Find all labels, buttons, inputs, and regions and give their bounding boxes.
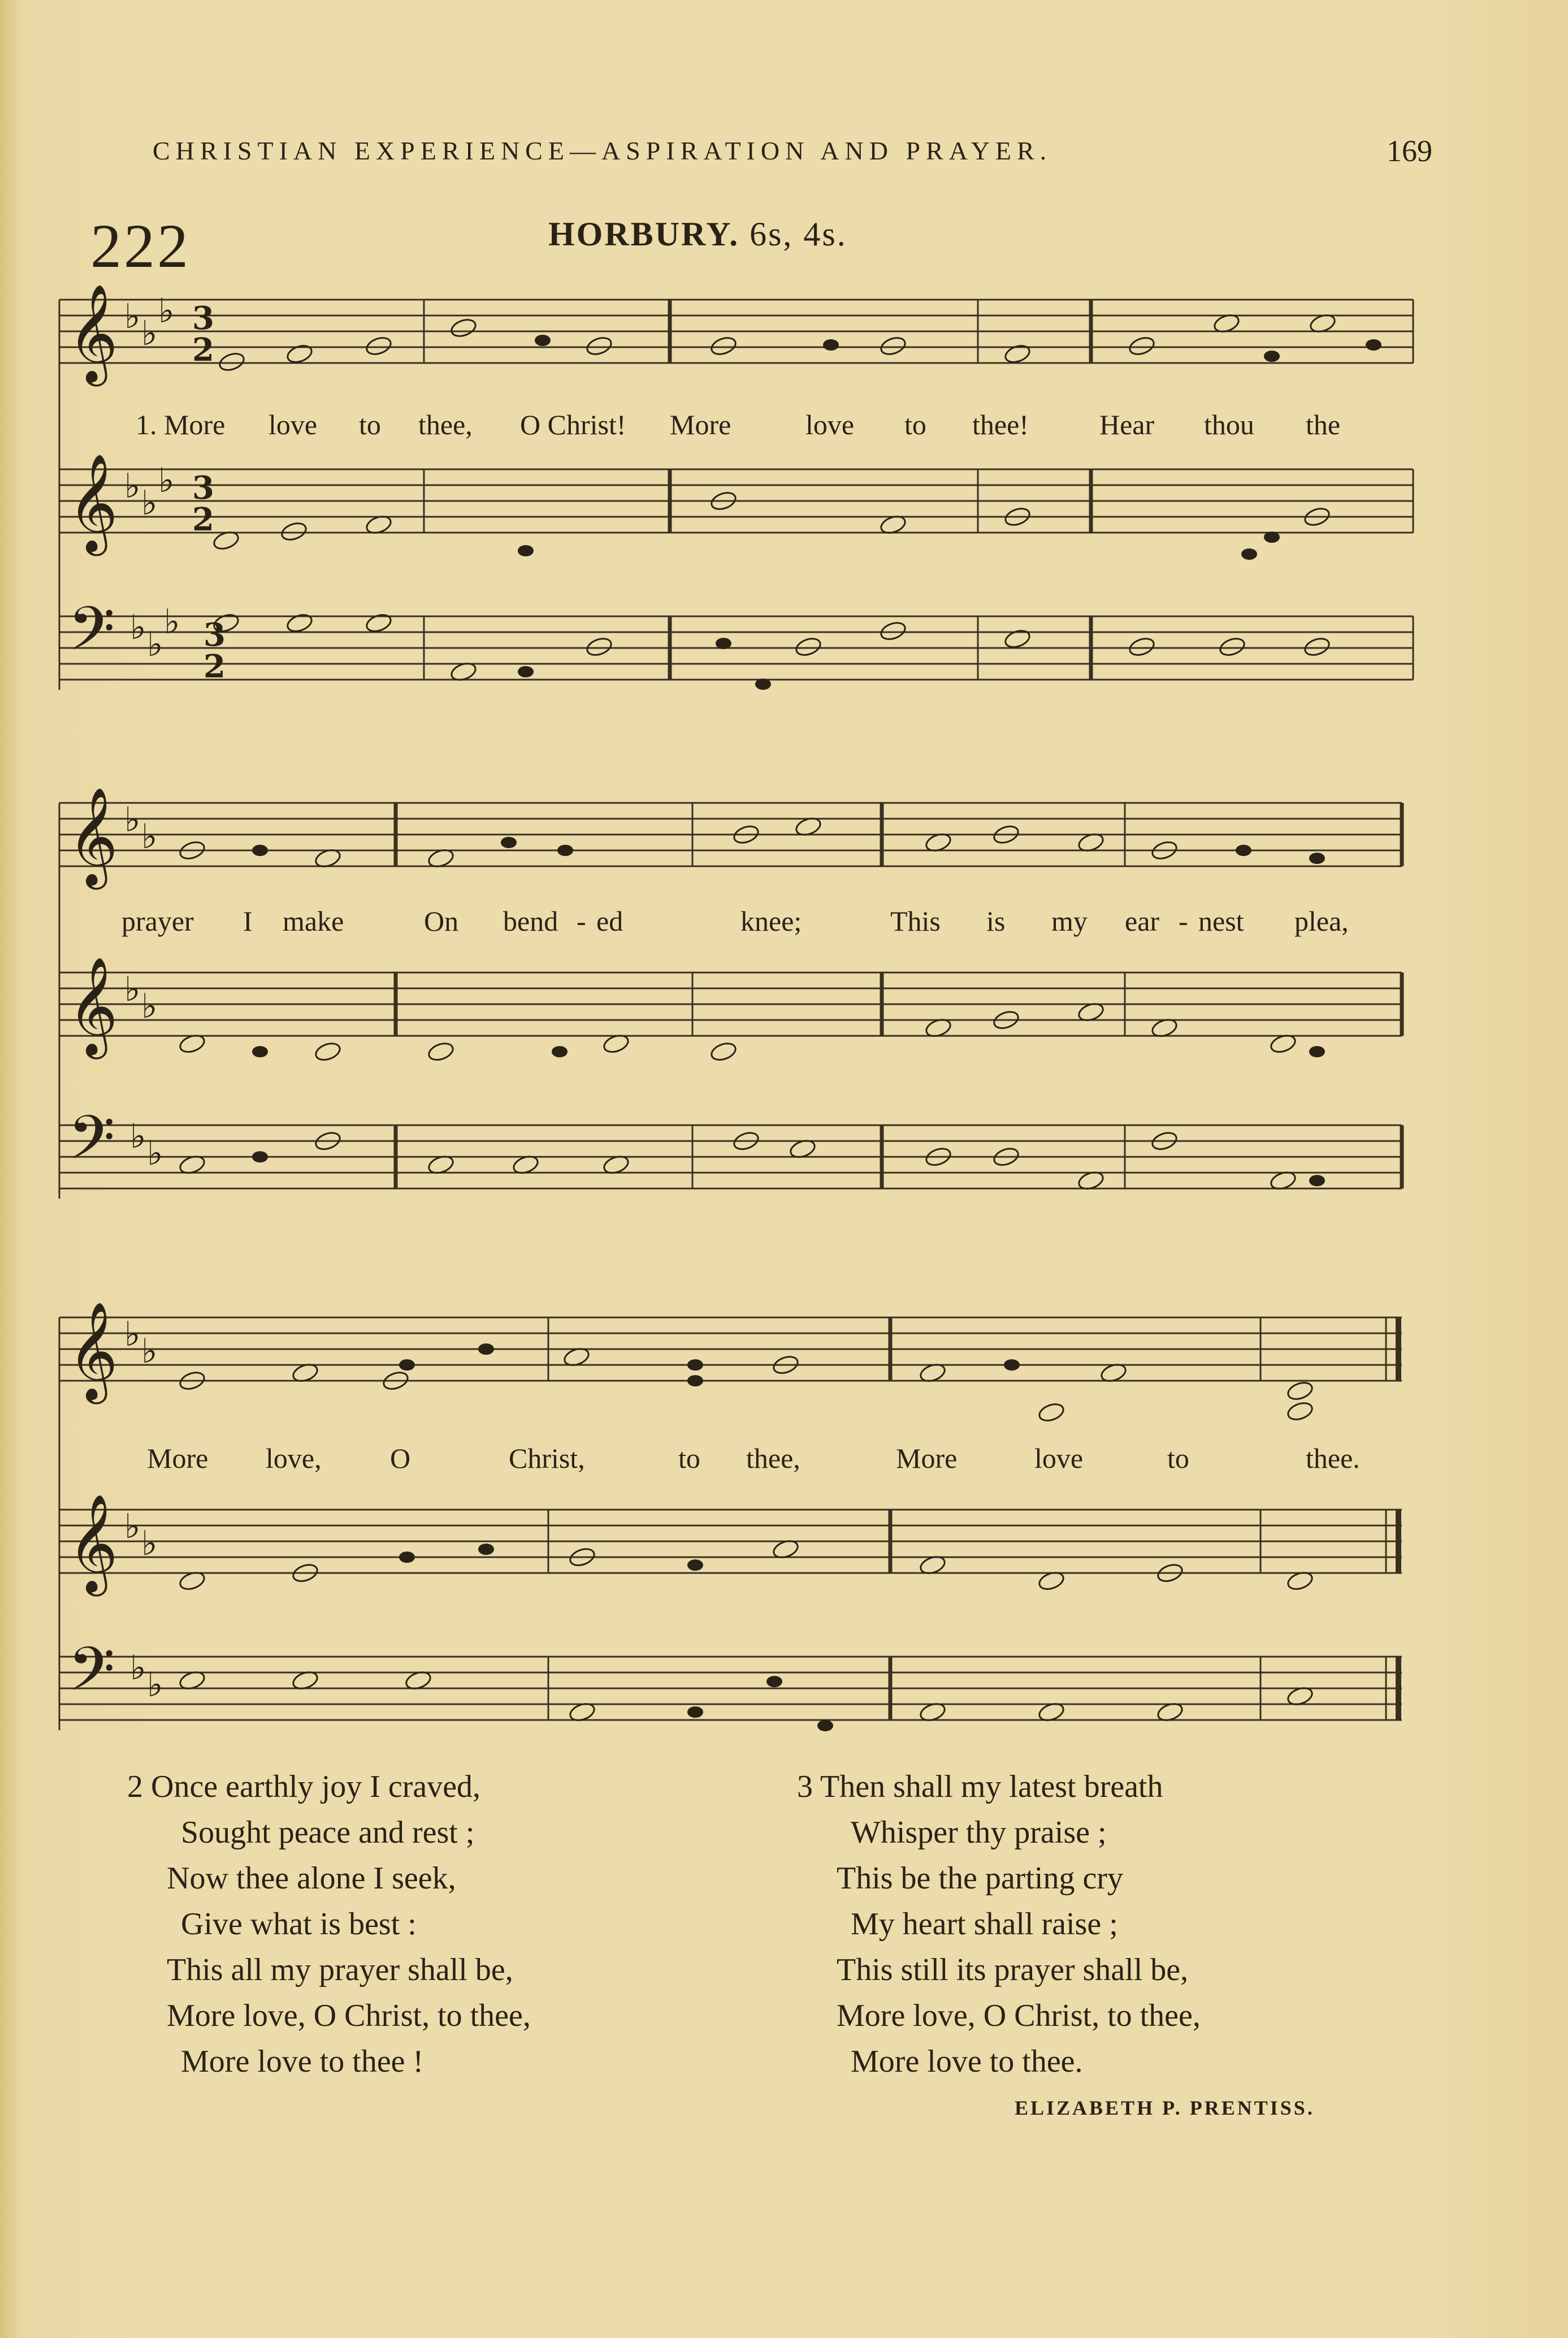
lyric-syllable: thee, <box>746 1442 800 1474</box>
svg-text:♭: ♭ <box>124 1507 141 1546</box>
stanza-line: My heart shall raise ; <box>851 1907 1118 1942</box>
lyric-syllable: bend <box>503 905 558 937</box>
lyric-syllable: love <box>805 409 855 440</box>
lyric-syllable: thee. <box>1306 1442 1360 1474</box>
lyric-syllable: On <box>424 905 459 937</box>
lyric-syllable: - <box>1179 905 1188 937</box>
stanza-line: This be the parting cry <box>837 1861 1123 1896</box>
svg-text:♭: ♭ <box>141 314 158 353</box>
svg-text:𝄞: 𝄞 <box>68 1494 118 1592</box>
stanza-3 <box>797 1764 1201 2085</box>
lyric-syllable: ed <box>596 905 623 937</box>
lyric-syllable: ear <box>1125 905 1160 937</box>
svg-text:𝄢: 𝄢 <box>68 593 115 679</box>
lyric-syllable: make <box>283 905 344 937</box>
svg-text:♭: ♭ <box>158 291 175 331</box>
tune-name: HORBURY. <box>548 215 740 253</box>
svg-text:𝄞: 𝄞 <box>68 957 118 1055</box>
stanza-line: This all my prayer shall be, <box>167 1952 513 1987</box>
stanza-line: More love to thee. <box>851 2044 1083 2079</box>
lyric-syllable: - <box>577 905 586 937</box>
svg-text:2: 2 <box>203 648 226 685</box>
stanza-number: 3 <box>797 1769 813 1804</box>
svg-text:♭: ♭ <box>124 970 141 1009</box>
lyric-syllable: to <box>678 1442 700 1474</box>
hymn-number: 222 <box>90 211 190 280</box>
svg-text:𝄞: 𝄞 <box>68 453 118 552</box>
stanza-line: 2 Once earthly joy I craved, <box>127 1769 481 1804</box>
stanza-line: This still its prayer shall be, <box>837 1952 1189 1987</box>
svg-text:♭: ♭ <box>147 1134 163 1173</box>
stanza-line: More love, O Christ, to thee, <box>837 1998 1201 2033</box>
svg-text:♭: ♭ <box>164 602 180 642</box>
svg-text:𝄢: 𝄢 <box>68 1633 115 1719</box>
svg-text:3: 3 <box>192 469 214 507</box>
svg-text:♭: ♭ <box>130 1648 146 1688</box>
svg-text:3: 3 <box>203 616 226 654</box>
lyric-row-1 <box>57 408 1419 448</box>
svg-text:𝄞: 𝄞 <box>68 1302 118 1400</box>
staff-graphic-1 <box>57 284 1419 701</box>
lyric-syllable: my <box>1051 905 1088 937</box>
svg-text:♭: ♭ <box>141 1332 158 1371</box>
lyric-syllable: to <box>359 409 381 440</box>
author-credit: ELIZABETH P. PRENTISS. <box>1015 2097 1315 2119</box>
staff-graphic-2 <box>57 787 1419 1199</box>
lyric-syllable: I <box>243 905 253 937</box>
lyric-syllable: love <box>1034 1442 1084 1474</box>
svg-text:♭: ♭ <box>147 625 163 664</box>
svg-text:♭: ♭ <box>147 1665 163 1705</box>
svg-text:𝄞: 𝄞 <box>68 284 118 382</box>
lyric-syllable: O Christ! <box>520 409 626 440</box>
lyric-syllable: plea, <box>1294 905 1349 937</box>
stanza-number: 2 <box>127 1769 143 1804</box>
svg-text:2: 2 <box>192 331 214 369</box>
svg-text:♭: ♭ <box>141 1524 158 1563</box>
staff-graphic-3 <box>57 1300 1419 1730</box>
stanza-2 <box>127 1764 531 2085</box>
svg-text:♭: ♭ <box>124 466 141 506</box>
stanza-line: Now thee alone I seek, <box>167 1861 456 1896</box>
stanza-line: Give what is best : <box>181 1907 417 1942</box>
lyric-row-3 <box>57 1442 1419 1481</box>
lyric-syllable: love, <box>266 1442 322 1474</box>
svg-text:♭: ♭ <box>141 817 158 857</box>
lyric-syllable: prayer <box>122 905 194 937</box>
svg-text:♭: ♭ <box>124 297 141 336</box>
stanza-line: Whisper thy praise ; <box>851 1815 1107 1850</box>
tune-meter: 6s, 4s. <box>750 215 847 253</box>
lyric-syllable: the <box>1306 409 1341 440</box>
stanza-line: More love to thee ! <box>181 2044 424 2079</box>
music-system-2 <box>57 787 1419 1199</box>
svg-text:𝄞: 𝄞 <box>68 787 118 885</box>
stanza-line: 3 Then shall my latest breath <box>797 1769 1163 1804</box>
svg-text:3: 3 <box>192 300 214 337</box>
lyric-syllable: O <box>390 1442 411 1474</box>
svg-text:♭: ♭ <box>141 483 158 523</box>
lyric-syllable: More <box>670 409 731 440</box>
music-system-1 <box>57 284 1419 701</box>
svg-text:♭: ♭ <box>124 800 141 840</box>
lyric-syllable: knee; <box>740 905 802 937</box>
svg-text:♭: ♭ <box>141 987 158 1026</box>
lyric-syllable: More <box>896 1442 958 1474</box>
lyric-syllable: 1. More <box>136 409 226 440</box>
lyric-syllable: More <box>147 1442 209 1474</box>
svg-text:2: 2 <box>192 501 214 538</box>
svg-text:♭: ♭ <box>158 461 175 500</box>
svg-text:♭: ♭ <box>130 1117 146 1156</box>
stanza-line: More love, O Christ, to thee, <box>167 1998 531 2033</box>
lyric-syllable: love <box>268 409 318 440</box>
svg-text:♭: ♭ <box>130 608 146 647</box>
stanza-line: Sought peace and rest ; <box>181 1815 475 1850</box>
lyric-syllable: to <box>904 409 926 440</box>
lyric-syllable: is <box>986 905 1006 937</box>
music-system-3 <box>57 1300 1419 1730</box>
svg-text:♭: ♭ <box>124 1315 141 1354</box>
lyric-syllable: This <box>890 905 941 937</box>
running-header <box>153 136 1430 166</box>
lyric-syllable: thou <box>1204 409 1254 440</box>
running-title: CHRISTIAN EXPERIENCE—ASPIRATION AND PRAYER. <box>153 136 1052 165</box>
page-number: 169 <box>1387 134 1432 168</box>
lyric-row-2 <box>57 905 1419 944</box>
lyric-syllable: to <box>1167 1442 1189 1474</box>
lyric-syllable: nest <box>1198 905 1244 937</box>
lyric-syllable: Hear <box>1099 409 1155 440</box>
svg-text:𝄢: 𝄢 <box>68 1102 115 1188</box>
tune-title <box>548 215 847 254</box>
lyric-syllable: thee, <box>418 409 473 440</box>
lyric-syllable: thee! <box>972 409 1029 440</box>
lyric-syllable: Christ, <box>509 1442 585 1474</box>
